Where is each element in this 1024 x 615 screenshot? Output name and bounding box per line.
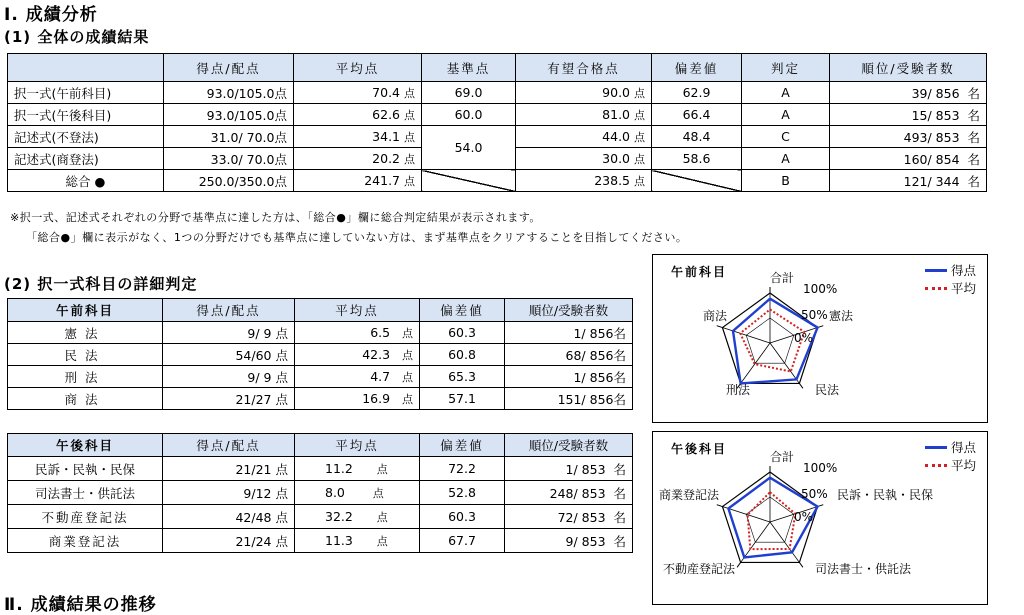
unit-label: 点 [376, 510, 388, 524]
row-label: 記述式(商登法) [8, 148, 164, 170]
average-value: 16.9 [362, 390, 391, 406]
deviation-value: 58.6 [652, 148, 742, 170]
chart-legend [925, 438, 976, 474]
rank-value: 248/ 853 [549, 485, 606, 501]
unit-label: 名 [967, 107, 980, 123]
table-row [8, 126, 987, 148]
deviation-value: 65.3 [420, 366, 505, 388]
unit-label: 点 [634, 86, 645, 100]
legend-label: 平均 [951, 281, 977, 296]
deviation-value: 60.3 [420, 505, 505, 529]
axis-tick [799, 562, 803, 567]
table-row [8, 457, 633, 481]
table-row [8, 505, 633, 529]
axis-label: 商法 [703, 309, 728, 323]
column-header: 順位/受験者数 [505, 434, 633, 457]
legend-item-score [925, 261, 976, 279]
morning-subjects-table [7, 298, 633, 410]
unit-label: 点 [404, 86, 415, 100]
unit-label: 点 [634, 174, 645, 188]
rank-value: 1/ 856 [573, 369, 614, 385]
average-value: 62.6 [372, 106, 401, 122]
average-value: 32.2 [325, 508, 353, 524]
rank-value: 493/ 853 [903, 129, 960, 145]
average-value: 241.7 [364, 172, 401, 188]
table-row [8, 344, 633, 366]
unit-label: 点 [402, 348, 413, 362]
column-header: 平均点 [294, 54, 422, 82]
score-value: 54/60 [235, 347, 272, 363]
radar-chart-afternoon [652, 431, 988, 605]
axis-tick [717, 505, 723, 507]
deviation-value: 48.4 [652, 126, 742, 148]
average-value: 6.5 [370, 324, 391, 340]
unit-label: 点 [634, 108, 645, 122]
column-header: 得点/配点 [164, 54, 294, 82]
average-value: 42.3 [362, 346, 391, 362]
axis-label: 商業登記法 [659, 488, 720, 502]
unit-label: 名 [613, 509, 626, 525]
section-heading-2: Ⅱ. 成績結果の推移 [4, 595, 157, 615]
table-row [8, 366, 633, 388]
subject-label: 民法 [8, 344, 163, 366]
legend-label: 得点 [951, 440, 977, 455]
legend-item-score [925, 438, 976, 456]
unit-label: 点 [402, 392, 413, 406]
grade-value: A [742, 104, 830, 126]
unit-label: 点 [376, 462, 388, 476]
unit-label: 名 [613, 391, 626, 407]
axis-tick [799, 383, 803, 388]
subject-label: 民訴・民執・民保 [8, 457, 163, 481]
rank-value: 39/ 856 [911, 85, 960, 101]
unit-label: 点 [634, 130, 645, 144]
unit-label: 点 [275, 391, 288, 407]
legend-label: 平均 [951, 458, 977, 473]
unit-label: 名 [967, 173, 980, 189]
unit-label: 点 [275, 485, 288, 501]
afternoon-subjects-table [7, 433, 633, 553]
row-label: 総合 ● [8, 170, 164, 192]
unit-label: 点 [404, 108, 415, 122]
base-value-descriptive: 54.0 [422, 126, 516, 170]
deviation-value: 72.2 [420, 457, 505, 481]
empty-diagonal-cell [422, 170, 516, 192]
unit-label: 点 [402, 326, 413, 340]
axis-label: 刑法 [726, 383, 751, 397]
average-value: 70.4 [372, 84, 401, 100]
unit-label: 点 [404, 174, 415, 188]
legend-swatch [925, 287, 947, 290]
column-header: 得点/配点 [163, 434, 295, 457]
average-value: 11.2 [325, 460, 353, 476]
row-label: 択一式(午前科目) [8, 82, 164, 104]
footnote-1: ※択一式、記述式それぞれの分野で基準点に達した方は、「総合●」欄に総合判定結果が表示されます。 [10, 211, 541, 224]
score-value: 31.0/ 70.0 [210, 129, 275, 145]
base-value: 69.0 [422, 82, 516, 104]
score-value: 21/27 [235, 391, 272, 407]
table-header-row [8, 54, 987, 82]
column-header: 有望合格点 [516, 54, 652, 82]
unit-label: 点 [274, 107, 287, 123]
row-label: 択一式(午後科目) [8, 104, 164, 126]
scale-label: 0% [794, 331, 814, 345]
table-header-row [8, 434, 633, 457]
table-header-row [8, 299, 633, 322]
scale-label: 100% [803, 461, 838, 475]
column-header: 順位/受験者数 [830, 54, 987, 82]
deviation-value: 52.8 [420, 481, 505, 505]
axis-label: 合計 [770, 450, 795, 464]
scale-label: 100% [803, 282, 838, 296]
grade-value: C [742, 126, 830, 148]
unit-label: 名 [967, 85, 980, 101]
axis-spoke [722, 328, 770, 343]
unit-label: 点 [275, 347, 288, 363]
subject-label: 不動産登記法 [8, 505, 163, 529]
subject-label: 商業登記法 [8, 529, 163, 553]
deviation-value: 62.9 [652, 82, 742, 104]
unit-label: 点 [634, 152, 645, 166]
score-value: 93.0/105.0 [206, 107, 275, 123]
unit-label: 名 [613, 485, 626, 501]
grade-value: B [742, 170, 830, 192]
rank-value: 1/ 853 [565, 461, 606, 477]
unit-label: 名 [613, 347, 626, 363]
section-title-overall: (1) 全体の成績結果 [4, 28, 150, 46]
legend-swatch [925, 464, 947, 467]
axis-label: 司法書士・供託法 [815, 562, 912, 576]
rank-value: 15/ 853 [911, 107, 960, 123]
unit-label: 点 [275, 325, 288, 341]
subject-label: 刑法 [8, 366, 163, 388]
score-value: 9/12 [243, 485, 272, 501]
column-header: 基準点 [422, 54, 516, 82]
chart-legend [925, 261, 976, 297]
score-value: 250.0/350.0 [198, 173, 275, 189]
unit-label: 点 [274, 85, 287, 101]
rank-value: 121/ 344 [903, 173, 960, 189]
deviation-value: 66.4 [652, 104, 742, 126]
deviation-value: 60.8 [420, 344, 505, 366]
unit-label: 名 [613, 369, 626, 385]
deviation-value: 67.7 [420, 529, 505, 553]
score-value: 9/ 9 [247, 369, 272, 385]
unit-label: 名 [967, 129, 980, 145]
rank-value: 72/ 853 [557, 509, 606, 525]
table-row-total [8, 170, 987, 192]
scale-label: 50% [801, 487, 828, 501]
legend-swatch [925, 446, 947, 449]
rank-value: 1/ 856 [573, 325, 614, 341]
column-header: 判定 [742, 54, 830, 82]
unit-label: 名 [613, 461, 626, 477]
table-row [8, 322, 633, 344]
section-title-detail: (2) 択一式科目の詳細判定 [4, 275, 198, 293]
axis-label: 不動産登記法 [663, 562, 736, 576]
unit-label: 点 [275, 461, 288, 477]
grade-value: A [742, 148, 830, 170]
column-header: 平均点 [295, 299, 420, 322]
legend-swatch [925, 269, 947, 272]
table-row [8, 82, 987, 104]
scale-label: 50% [801, 308, 828, 322]
score-value: 21/21 [235, 461, 272, 477]
column-header: 偏差値 [652, 54, 742, 82]
score-value: 93.0/105.0 [206, 85, 275, 101]
axis-tick [737, 562, 741, 567]
unit-label: 点 [274, 129, 287, 145]
rank-value: 68/ 856 [565, 347, 614, 363]
subject-label: 商法 [8, 388, 163, 410]
table-row [8, 529, 633, 553]
axis-label: 民訴・民執・民保 [837, 488, 934, 502]
unit-label: 点 [275, 509, 288, 525]
table-row [8, 481, 633, 505]
column-header: 偏差値 [420, 299, 505, 322]
legend-label: 得点 [951, 263, 977, 278]
axis-label: 合計 [770, 271, 795, 285]
empty-diagonal-cell [652, 170, 742, 192]
unit-label: 点 [274, 173, 287, 189]
promising-value: 44.0 [602, 128, 631, 144]
column-header: 順位/受験者数 [505, 299, 633, 322]
average-value: 4.7 [370, 368, 391, 384]
subject-label: 憲法 [8, 322, 163, 344]
deviation-value: 57.1 [420, 388, 505, 410]
unit-label: 点 [275, 533, 288, 549]
average-value: 20.2 [372, 150, 401, 166]
rank-value: 9/ 853 [565, 533, 606, 549]
deviation-value: 60.3 [420, 322, 505, 344]
column-header: 午後科目 [8, 434, 163, 457]
radar-chart-morning [652, 254, 988, 423]
unit-label: 点 [404, 152, 415, 166]
subject-label: 司法書士・供託法 [8, 481, 163, 505]
table-row [8, 388, 633, 410]
score-value: 9/ 9 [247, 325, 272, 341]
unit-label: 点 [402, 370, 413, 384]
unit-label: 点 [274, 151, 287, 167]
axis-label: 憲法 [829, 309, 854, 323]
row-label: 記述式(不登法) [8, 126, 164, 148]
axis-label: 民法 [815, 383, 840, 397]
footnote-2: 「総合●」欄に表示がなく、1つの分野だけでも基準点に達していない方は、まず基準点をクリアすることを目指してください。 [26, 231, 688, 244]
unit-label: 点 [404, 130, 415, 144]
rank-value: 160/ 854 [903, 151, 960, 167]
unit-label: 点 [275, 369, 288, 385]
score-value: 33.0/ 70.0 [210, 151, 275, 167]
score-value: 21/24 [235, 533, 272, 549]
column-header: 偏差値 [420, 434, 505, 457]
promising-value: 238.5 [594, 172, 631, 188]
column-header [8, 54, 164, 82]
section-heading-1: Ⅰ. 成績分析 [4, 5, 98, 25]
promising-value: 90.0 [602, 84, 631, 100]
average-value: 11.3 [325, 532, 353, 548]
chart-title: 午前科目 [671, 265, 728, 279]
column-header: 午前科目 [8, 299, 163, 322]
unit-label: 名 [613, 533, 626, 549]
grade-value: A [742, 82, 830, 104]
rank-value: 151/ 856 [557, 391, 614, 407]
overall-results-table [7, 53, 987, 192]
chart-title: 午後科目 [671, 442, 728, 456]
average-value: 8.0 [325, 484, 345, 500]
unit-label: 点 [372, 486, 384, 500]
axis-tick [717, 326, 723, 328]
legend-item-average [925, 279, 976, 297]
unit-label: 点 [376, 534, 388, 548]
score-value: 42/48 [235, 509, 272, 525]
average-value: 34.1 [372, 128, 401, 144]
legend-item-average [925, 456, 976, 474]
scale-label: 0% [794, 510, 814, 524]
base-value: 60.0 [422, 104, 516, 126]
column-header: 得点/配点 [163, 299, 295, 322]
column-header: 平均点 [295, 434, 420, 457]
promising-value: 30.0 [602, 150, 631, 166]
table-row [8, 104, 987, 126]
unit-label: 名 [613, 325, 626, 341]
promising-value: 81.0 [602, 106, 631, 122]
unit-label: 名 [967, 151, 980, 167]
